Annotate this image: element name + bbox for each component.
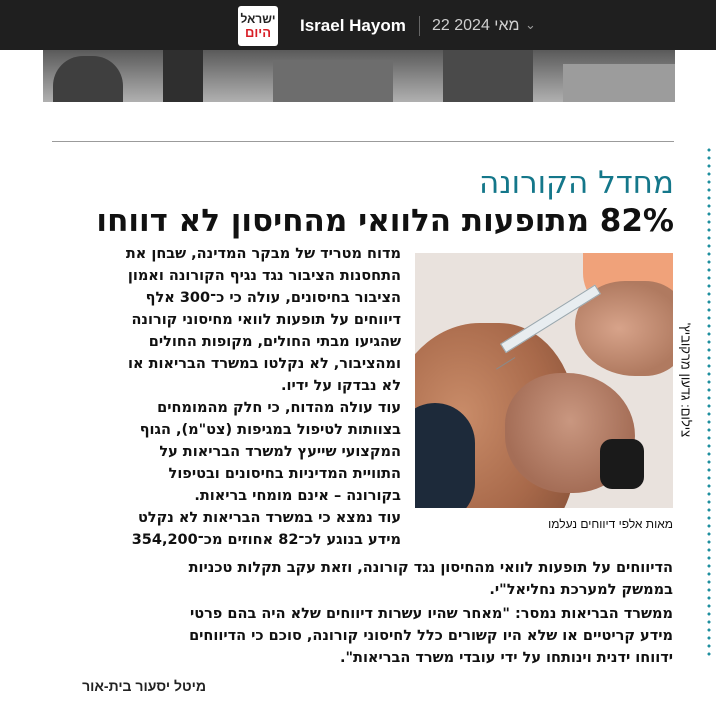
body-line: דיווחים על תופעות לוואי מחיסוני קורונה: [131, 312, 401, 328]
previous-article-photo: [43, 50, 675, 102]
body-line: שהגיעו מבתי החולים, מקופות החולים: [148, 334, 401, 350]
body-line: בממשק למערכת נחליאל"י.: [489, 582, 673, 598]
body-line: המקצועי שייעץ למשרד הבריאות על: [159, 444, 401, 460]
body-line: עוד נמצא כי במשרד הבריאות לא נקלט: [137, 510, 401, 526]
body-line: ידווחו ידנית וינותחו על ידי עובדי משרד הבריאות".: [339, 650, 673, 666]
body-line: בצוותות לטיפול במגיפות (צט"מ), הגוף: [139, 422, 401, 438]
issue-date[interactable]: 22 מאי 2024: [432, 17, 520, 34]
article-kicker: מחדל הקורונה: [478, 165, 674, 201]
photo-credit: צילום: גדעון מרקוביץ': [678, 322, 694, 438]
body-line: הדיווחים על תופעות לוואי מהחיסון נגד קורונה, וזאת עקב תקלות טכניות: [188, 560, 673, 576]
body-line: הציבור בחיסונים, עולה כי כ־300 אלף: [145, 290, 401, 306]
body-line: מידע קריטיים או שלא היו קשורים כלל לחיסוני קורונה, סוכם כי הדיווחים: [189, 628, 673, 644]
article-author: מיטל יסעור בית-אור: [82, 678, 206, 694]
body-line: ממשרד הבריאות נמסר: "מאחר שהיו עשרות דיווחים שלא היה בהם פרטי: [189, 606, 673, 622]
body-line: מדוח מטריד של מבקר המדינה, שבחן את: [125, 246, 401, 262]
top-bar: [0, 0, 716, 50]
body-line: מידע בנוגע לכ־82 אחוזים מכ־354,200: [131, 532, 401, 548]
publication-name[interactable]: Israel Hayom: [300, 16, 406, 35]
body-line: עוד עולה מהדוח, כי חלק מהמומחים: [157, 400, 401, 416]
body-line: בקורונה – אינם מומחי בריאות.: [194, 488, 401, 504]
chevron-down-icon[interactable]: ⌄: [525, 17, 536, 32]
body-line: התחסנות הציבור נגד נגיף הקורונה ואמון: [127, 268, 401, 284]
divider: [419, 16, 420, 36]
logo-line-2: היום: [245, 24, 271, 40]
photo-caption: מאות אלפי דיווחים נעלמו: [548, 517, 673, 531]
body-line: לא נבדקו על ידיו.: [280, 378, 401, 394]
section-divider: [52, 141, 674, 142]
dotted-border: [707, 146, 711, 656]
vaccination-photo: [415, 253, 673, 508]
publication-logo[interactable]: [238, 6, 278, 46]
body-line: התוויית המדיניות בחיסונים ובטיפול: [168, 466, 401, 482]
logo-line-1: ישראל: [240, 11, 276, 26]
body-line: ומהציבור, לא נקלטו במשרד הבריאות או: [127, 356, 401, 372]
article-headline: 82% מתופעות הלוואי מהחיסון לא דווחו: [96, 203, 674, 239]
